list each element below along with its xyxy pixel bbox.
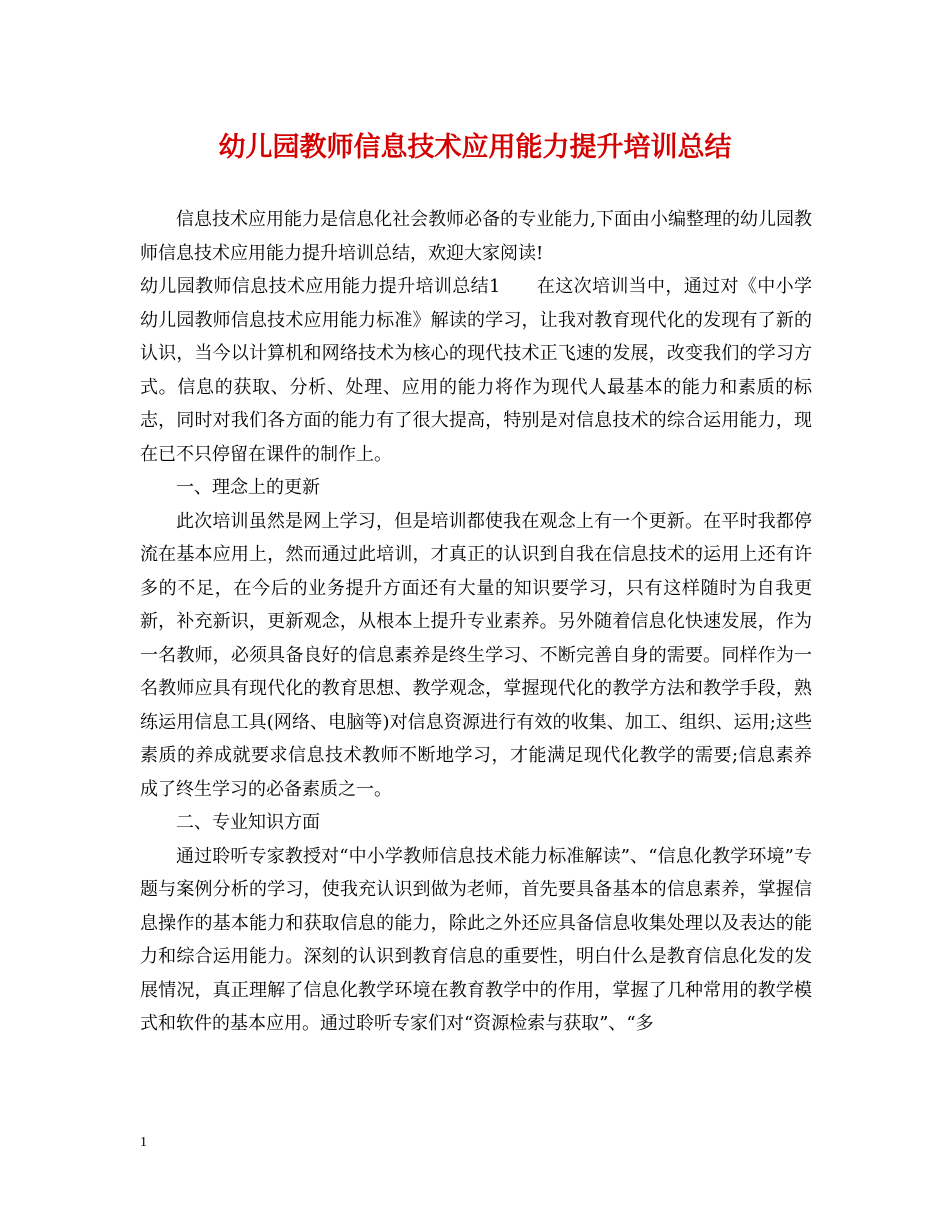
document-title: 幼儿园教师信息技术应用能力提升培训总结 [218, 132, 732, 163]
section-intro-text: 在这次培训当中，通过对《中小学幼儿园教师信息技术应用能力标准》解读的学习，让我对教育现代化的发现有了新的认识，当今以计算机和网络技术为核心的现代技术正飞速的发展，改变我们的学习方式。信息的获取、分析、处理、应用的能力将作为现代人最基本的能力和素质的标志，同时对我们各方面的能力有了很大提高，特别是对信息技术的综合运用能力，现在已不只停留在课件的制作上。 [140, 276, 813, 465]
document-body [140, 203, 812, 1041]
page-number: 1 [140, 1135, 147, 1150]
section-paragraph [140, 270, 812, 471]
heading-concept-update: 一、理念上的更新 [176, 477, 320, 498]
paragraph-professional-knowledge: 通过聆听专家教授对“中小学教师信息技术能力标准解读”、“信息化教学环境”专题与案例分析的学习，使我充认识到做为老师，首先要具备基本的信息素养，掌握信息操作的基本能力和获取信息的能力，除此之外还应具备信息收集处理以及表达的能力和综合运用能力。深刻的认识到教育信息的重要性，明白什么是教育信息化发的发展情况，真正理解了信息化教学环境在教育教学中的作用，掌握了几种常用的教学模式和软件的基本应用。通过聆听专家们对“资源检索与获取”、“多 [140, 845, 812, 1034]
intro-paragraph: 信息技术应用能力是信息化社会教师必备的专业能力,下面由小编整理的幼儿园教师信息技术应用能力提升培训总结，欢迎大家阅读! [140, 209, 812, 264]
heading-professional-knowledge: 二、专业知识方面 [176, 812, 320, 833]
paragraph-concept-update: 此次培训虽然是网上学习，但是培训都使我在观念上有一个更新。在平时我都停流在基本应用上，然而通过此培训，才真正的认识到自我在信息技术的运用上还有许多的不足，在今后的业务提升方面还有大量的知识要学习，只有这样随时为自我更新，补充新识，更新观念，从根本上提升专业素养。另外随着信息化快速发展，作为一名教师，必须具备良好的信息素养是终生学习、不断完善自身的需要。同样作为一名教师应具有现代化的教育思想、教学观念，掌握现代化的教学方法和教学手段，熟练运用信息工具(网络、电脑等)对信息资源进行有效的收集、加工、组织、运用;这些素质的养成就要求信息技术教师不断地学习，才能满足现代化教学的需要;信息素养成了终生学习的必备素质之一。 [140, 510, 812, 800]
section-heading: 幼儿园教师信息技术应用能力提升培训总结1 [140, 276, 501, 297]
